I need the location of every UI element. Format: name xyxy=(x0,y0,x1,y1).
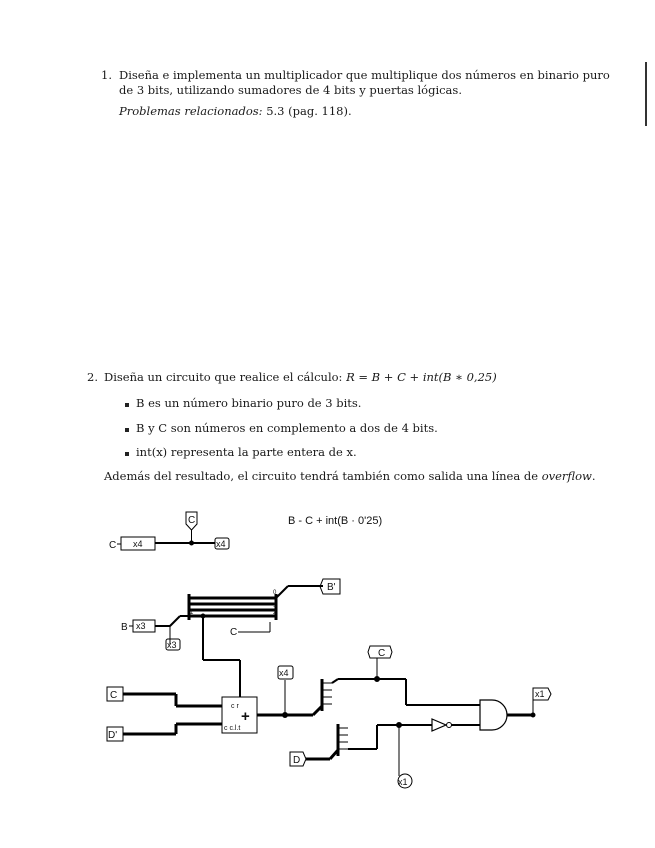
circuit-title: B - C + int(B · 0'25) xyxy=(288,515,383,527)
c-input-tunnel-label: C xyxy=(110,690,118,701)
overflow-text: Además del resultado, el circuito tendrá también como salida una línea de xyxy=(104,469,539,483)
b-group xyxy=(121,579,340,697)
x4-mid-label: x4 xyxy=(279,668,289,678)
bullet-2: B y C son números en complemento a dos de 4 bits. xyxy=(136,421,438,435)
problem2-number: 2. xyxy=(87,370,98,384)
problem1-line1: Diseña e implementa un multiplicador que multiplique dos números en binario puro xyxy=(119,68,610,82)
svg-text:1: 1 xyxy=(273,603,277,609)
c-tunnel-2-label: C xyxy=(378,648,386,659)
svg-text:2: 2 xyxy=(273,610,277,616)
d-tunnel-label: D xyxy=(293,755,301,766)
logic-group xyxy=(290,646,551,788)
problem2-intro: Diseña un circuito que realice el cálculo: xyxy=(104,370,343,384)
svg-text:1: 1 xyxy=(190,610,194,616)
problem1-related-value: 5.3 (pag. 118). xyxy=(266,104,352,118)
svg-text:0: 0 xyxy=(273,590,277,596)
not-gate xyxy=(432,719,446,731)
x3-out-label: x3 xyxy=(167,640,177,650)
adder-bottom-label: c c.l.t xyxy=(224,725,241,732)
overflow-period: . xyxy=(591,469,596,483)
and-gate xyxy=(480,700,507,730)
problem1-number: 1. xyxy=(101,68,112,82)
b-input-label: B xyxy=(121,622,128,633)
adder-plus: + xyxy=(241,708,250,725)
x1-out-label: x1 xyxy=(535,689,545,699)
adder-group xyxy=(107,666,313,741)
problem1-line2: de 3 bits, utilizando sumadores de 4 bits y puertas lógicas. xyxy=(119,83,462,97)
top-group xyxy=(109,512,229,551)
d-input-label: D' xyxy=(108,730,118,741)
problem2-formula: R = B + C + int(B ∗ 0,25) xyxy=(346,370,497,384)
c-const-label: C xyxy=(230,627,238,638)
x4-box-label: x4 xyxy=(133,539,143,549)
c-input-label: C xyxy=(109,540,117,551)
adder-top-label: c r xyxy=(231,703,239,710)
overflow-word: overflow xyxy=(541,469,592,483)
x4-out-label: x4 xyxy=(216,539,226,549)
bullet-1: B es un número binario puro de 3 bits. xyxy=(136,396,362,410)
c-tunnel-label: C xyxy=(188,515,196,526)
bullet-3: int(x) representa la parte entera de x. xyxy=(136,445,357,459)
x3-box-label: x3 xyxy=(136,621,146,631)
b-prime-label: B' xyxy=(327,582,336,593)
x1-bottom-label: x1 xyxy=(398,777,408,787)
problem1-related-label: Problemas relacionados: xyxy=(119,104,263,118)
